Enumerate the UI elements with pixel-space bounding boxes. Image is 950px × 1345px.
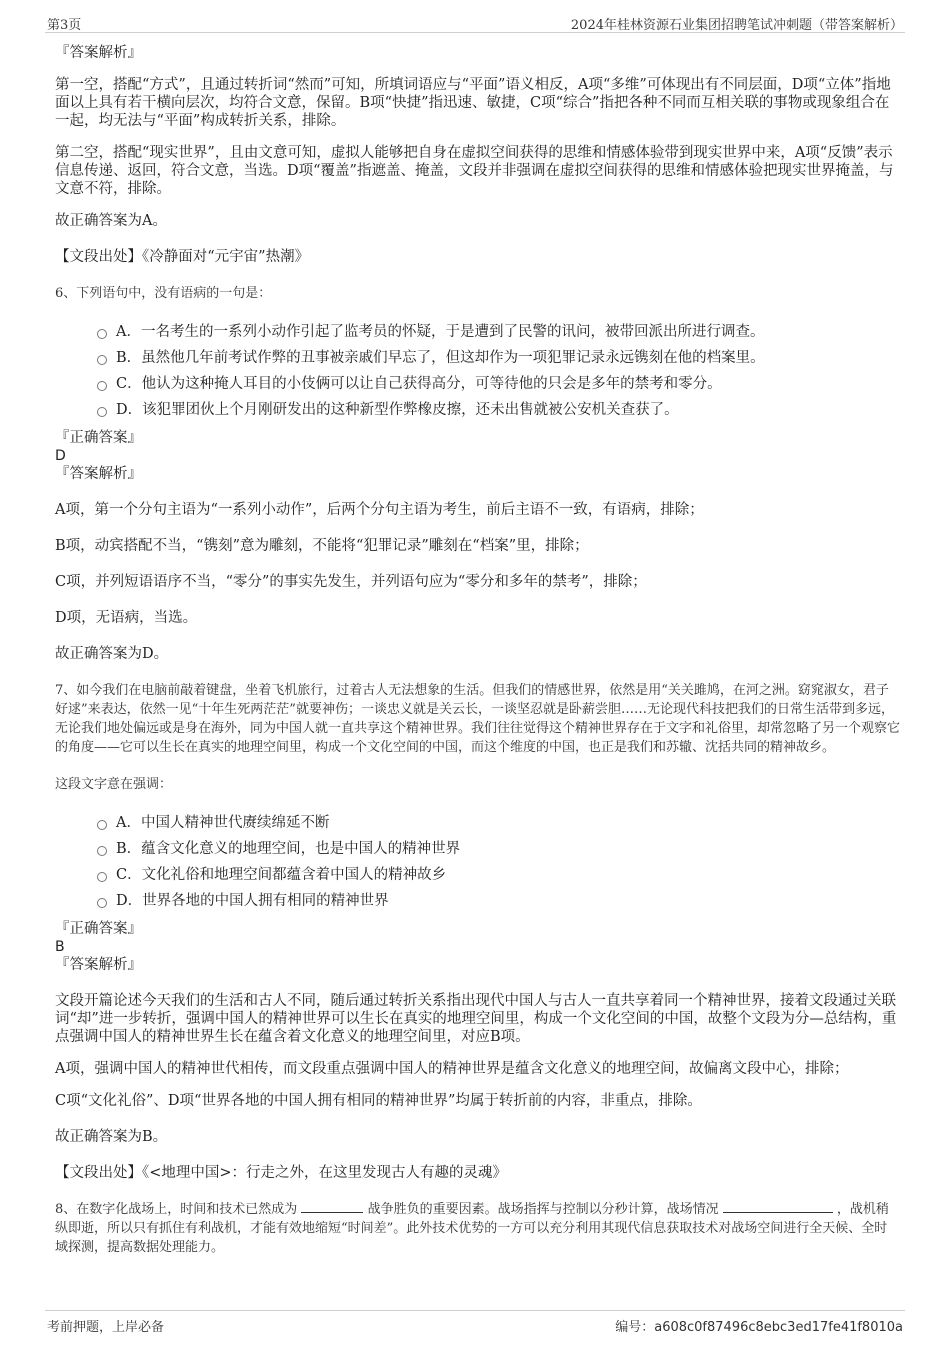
q7-option-c[interactable] <box>97 862 900 888</box>
document-code-label: 编号： <box>615 1320 655 1335</box>
q6-analysis-c: C项，并列短语语序不当，“零分”的事实先发生，并列语句应为“零分和多年的禁考”，排除； <box>55 574 647 590</box>
radio-icon[interactable] <box>97 872 107 882</box>
q6-correct-answer: D <box>55 448 66 464</box>
q8-blank-1[interactable] <box>301 1200 363 1213</box>
q6-analysis-a: A项，第一个分句主语为“一系列小动作”，后两个分句主语为考生，前后主语不一致，有语病，排除； <box>55 502 704 518</box>
q7-source: 【文段出处】《<地理中国>：行走之外，在这里发现古人有趣的灵魂》 <box>55 1165 508 1181</box>
footer-slogan: 考前押题，上岸必备 <box>47 1320 165 1335</box>
q6-option-b[interactable] <box>97 345 900 371</box>
q7-options <box>55 810 900 914</box>
radio-icon[interactable] <box>97 898 107 908</box>
q7-passage: 7、如今我们在电脑前敲着键盘，坐着飞机旅行，过着古人无法想象的生活。但我们的情感世界，依然是用“关关雎鸠，在河之洲。窈窕淑女，君子好逑”来表达，依然一见“十年生死两茫茫”就要神伤；一谈忠义就是关云长，一谈坚忍就是卧薪尝胆……无论现代科技把我们的日常生活带到多远，无论我们地处偏远或是身在海外，同为中国人就一直共享这个精神世界。我们往往觉得这个精神世界存在于文字和礼俗里，却常忽略了另一个观察它的角度——它可以生长在真实的地理空间里，构成一个文化空间的中国，而这个维度的中国，也正是我们和苏辙、沈括共同的精神故乡。 <box>55 683 901 755</box>
radio-icon[interactable] <box>97 355 107 365</box>
q6-conclusion: 故正确答案为D。 <box>55 646 169 662</box>
q6-option-d[interactable] <box>97 397 900 423</box>
radio-icon[interactable] <box>97 407 107 417</box>
q6-analysis-b: B项，动宾搭配不当，“镌刻”意为雕刻，不能将“犯罪记录”雕刻在“档案”里，排除； <box>55 538 589 554</box>
q7-analysis-a: A项，强调中国人的精神世代相传，而文段重点强调中国人的精神世界是蕴含文化意义的地理空间，故偏离文段中心，排除； <box>55 1061 849 1077</box>
document-code <box>615 1316 903 1335</box>
q7-correct-answer: B <box>55 939 65 955</box>
q6-question: 6、下列语句中，没有语病的一句是： <box>55 286 272 301</box>
option-label: A．中国人精神世代赓续绵延不断 <box>116 815 330 831</box>
document-title: 2024年桂林资源石业集团招聘笔试冲刺题（带答案解析） <box>570 18 903 33</box>
option-label: C．他认为这种掩人耳目的小伎俩可以让自己获得高分，可等待他的只会是多年的禁考和零分。 <box>116 376 722 392</box>
q8-text-part1: 8、在数字化战场上，时间和技术已然成为 <box>55 1202 298 1217</box>
document-code-value: a608c0f87496c8ebc3ed17fe41f8010a <box>654 1320 903 1335</box>
q5-source: 【文段出处】《冷静面对“元宇宙”热潮》 <box>55 249 310 265</box>
q8-passage <box>55 1200 900 1257</box>
q6-correct-label: 『正确答案』 <box>55 430 142 446</box>
option-label: B．蕴含文化意义的地理空间，也是中国人的精神世界 <box>116 841 461 857</box>
q7-analysis-main: 文段开篇论述今天我们的生活和古人不同，随后通过转折关系指出现代中国人与古人一直共享着同一个精神世界，接着文段通过关联词“却”进一步转折，强调中国人的精神世界可以生长在真实的地理空间里，构成一个文化空间的中国，故整个文段为分—总结构，重点强调中国人的精神世界生长在蕴含着文化意义的地理空间里，对应B项。 <box>55 993 897 1045</box>
option-label: C．文化礼俗和地理空间都蕴含着中国人的精神故乡 <box>116 867 447 883</box>
radio-icon[interactable] <box>97 329 107 339</box>
q8-text-part2: 战争胜负的重要因素。战场指挥与控制以分秒计算，战场情况 <box>367 1202 719 1217</box>
q7-analysis-cd: C项“文化礼俗”、D项“世界各地的中国人拥有相同的精神世界”均属于转折前的内容，非重点，排除。 <box>55 1093 702 1109</box>
page-header <box>45 10 905 33</box>
q8-blank-2[interactable] <box>723 1200 833 1213</box>
q6-option-a[interactable] <box>97 319 900 345</box>
q7-option-d[interactable] <box>97 888 900 914</box>
radio-icon[interactable] <box>97 381 107 391</box>
option-label: D．世界各地的中国人拥有相同的精神世界 <box>116 893 389 909</box>
q8-text-part3: ，战机稍纵即逝，所以只有抓住有利战机，才能有效地缩短“时间差”。此外技术优势的一方可以充分利用其现代信息获取技术对战场空间进行全天候、全时域探测，提高数据处理能力。 <box>55 1202 889 1255</box>
q5-conclusion: 故正确答案为A。 <box>55 213 167 229</box>
page-footer <box>45 1310 905 1335</box>
q5-analysis-para1: 第一空，搭配“方式”，且通过转折词“然而”可知，所填词语应与“平面”语义相反，A项“多维”可体现出有不同层面，D项“立体”指地面以上具有若干横向层次，均符合文意，保留。B项“快捷”指迅速、敏捷，C项“综合”指把各种不同而互相关联的事物或现象组合在一起，均无法与“平面”构成转折关系，排除。 <box>55 77 891 129</box>
option-label: A．一名考生的一系列小动作引起了监考员的怀疑，于是遭到了民警的讯问，被带回派出所进行调查。 <box>116 324 765 340</box>
q7-correct-label: 『正确答案』 <box>55 921 142 937</box>
q7-analysis-label: 『答案解析』 <box>55 957 142 973</box>
q7-conclusion: 故正确答案为B。 <box>55 1129 168 1145</box>
q5-analysis-label: 『答案解析』 <box>55 45 142 61</box>
page-number: 第3页 <box>47 18 82 33</box>
radio-icon[interactable] <box>97 820 107 830</box>
radio-icon[interactable] <box>97 846 107 856</box>
q6-analysis-d: D项，无语病，当选。 <box>55 610 198 626</box>
q7-option-a[interactable] <box>97 810 900 836</box>
q7-question: 这段文字意在强调： <box>55 777 173 792</box>
q6-options <box>55 319 900 423</box>
document-body <box>55 44 900 1257</box>
option-label: D．该犯罪团伙上个月刚研发出的这种新型作弊橡皮擦，还未出售就被公安机关查获了。 <box>116 402 679 418</box>
q6-option-c[interactable] <box>97 371 900 397</box>
q6-analysis-label: 『答案解析』 <box>55 466 142 482</box>
option-label: B．虽然他几年前考试作弊的丑事被亲戚们早忘了，但这却作为一项犯罪记录永远镌刻在他的档案里。 <box>116 350 765 366</box>
q7-option-b[interactable] <box>97 836 900 862</box>
q5-analysis-para2: 第二空，搭配“现实世界”，且由文意可知，虚拟人能够把自身在虚拟空间获得的思维和情感体验带到现实世界中来，A项“反馈”表示信息传递、返回，符合文意，当选。D项“覆盖”指遮盖、掩盖，文段并非强调在虚拟空间获得的思维和情感体验把现实世界掩盖，与文意不符，排除。 <box>55 145 894 197</box>
